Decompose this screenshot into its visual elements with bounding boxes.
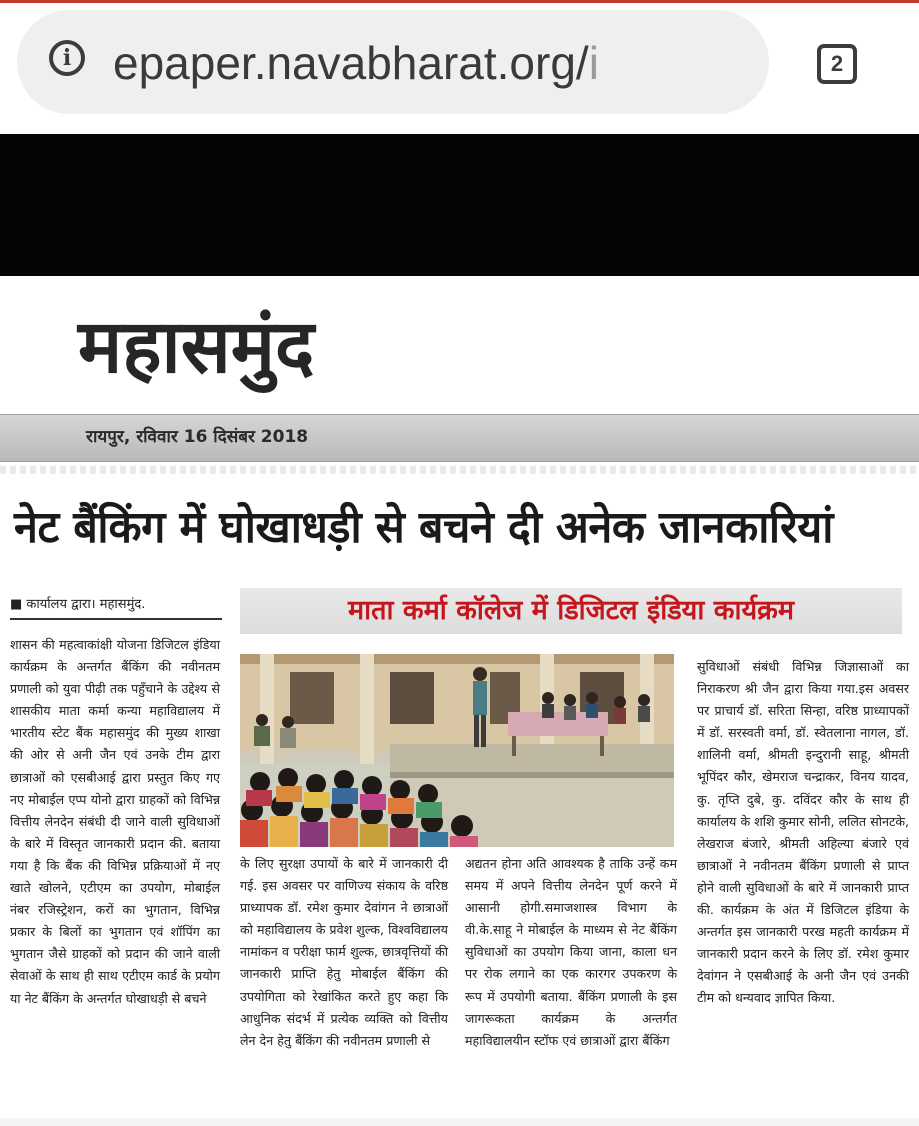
info-icon[interactable]: i [49,40,85,76]
byline-rule [10,618,222,620]
article-column-1: शासन की महत्वाकांक्षी योजना डिजिटल इंडिया कार्यक्रम के अन्तर्गत बैंकिंग की नवीनतम प्रणाली को युवा पीढ़ी तक पहुँचाने के उद्देश्य से शासकीय माता कर्मा कन्या महाविद्यालय में भारतीय स्टेट बैंक महासमुंद की मुख्य शाखा की ओर से अनी जैन एवं उनके टीम द्वारा छात्राओं को एसबीआई द्वारा प्रस्तुत किए गए नए मोबाईल एप्प योनो द्वारा ग्राहकों को विभिन्न वित्तीय लेनदेन संबंधी दी जाने वाली सुविधाओं के बारे में विस्तृत जानकारी प्रदान की. बताया गया है कि बैंक की विभिन्न प्रक्रियाओं में नए खाते खोलने, एटीएम का उपयोग, मोबाईल नंबर रजिस्ट्रेशन, करों का भुगतान, विभिन्न प्रकार के बिलों का भुगतान एवं शॉपिंग का भुगतान जैसे ग्राहकों को प्रदान की जाने वाली सेवाओं के साथ ही साथ एटीएम कार्ड के प्रयोग या नेट बैंकिंग के अन्तर्गत घोखाधड़ी से बचने [10,637,220,1006]
tab-switcher-button[interactable]: 2 [817,44,857,84]
headline: नेट बैंकिंग में घोखाधड़ी से बचने दी अनेक जानकारियां [14,502,833,553]
byline: ■ कार्यालय द्वारा। महासमुंद. [10,597,146,612]
url-text[interactable] [113,36,599,90]
top-accent-line [0,0,919,3]
black-banner [0,134,919,276]
event-photo [240,654,674,847]
article-column-2: के लिए सुरक्षा उपायों के बारे में जानकारी दी गई. इस अवसर पर वाणिज्य संकाय के वरिष्ठ प्राध्यापक डॉ. रमेश कुमार देवांगन ने छात्राओं को महाविद्यालय के प्रवेश शुल्क, विश्वविद्यालय नामांकन व परीक्षा फार्म शुल्क, छात्रवृत्तियों की जानकारी प्राप्ति हेतु मोबाईल बैंकिंग की उपयोगिता को रेखांकित करते हुए कहा कि आधुनिक संदर्भ में प्रत्येक व्यक्ति को वित्तीय लेन देन हेतु बैंकिंग की नवीनतम प्रणाली से [240,856,448,1048]
event-photo-illustration [240,654,674,847]
article-column-3: अद्यतन होना अति आवश्यक है ताकि उन्हें कम समय में अपने वित्तीय लेनदेन पूर्ण करने में आसानी होगी.समाजशास्त्र विभाग के वी.के.साहू ने मोबाईल के माध्यम से नेट बैंकिंग सुविधाओं का उपयोग किया जाना, काला धन पर रोक लगाने का एक कारगर उपकरण के रूप में उपयोगी बताया. बैंकिंग प्रणाली के इस जागरूकता कार्यक्रम के अन्तर्गत महाविद्यालयीन स्टॉफ एवं छात्राओं द्वारा बैंकिंग [465,856,677,1048]
url-host: epaper.navabharat.org/ [113,37,589,89]
masthead: महासमुंद [78,304,315,390]
dateline: रायपुर, रविवार 16 दिसंबर 2018 [86,427,309,447]
article-column-4: सुविधाओं संबंधी विभिन्न जिज्ञासाओं का निराकरण श्री जैन द्वारा किया गया.इस अवसर पर प्राचार्य डॉ. सरिता सिन्हा, वरिष्ठ प्राध्यापकों में डॉ. सरस्वती वर्मा, डॉ. स्वेतलाना नागल, डॉ. शालिनी वर्मा, श्रीमती इन्दुरानी साहू, श्रीमती भूपिंदर कौर, खेमराज चन्द्राकर, विनय यादव, कु. तृप्ति दुबे, कु. दविंदर कौर के साथ ही कार्यालय के शशि कुमार सोनी, ललित सोनटके, लेखराज बंजारे, श्रीमती अहिल्या बंजारे एवं छात्राओं ने नवीनतम बैंकिंग प्रणाली से प्राप्त होने वाली सुविधाओं के बारे में जानकारी प्राप्त की. कार्यक्रम के अंत में डिजिटल इंडिया के अन्तर्गत इस जानकारी परख महती कार्यक्रम में जानकारी प्रदान करने के लिए डॉ. रमेश कुमार देवांगन ने एसबीआई के अनी जैन एवं उनकी टीम को धन्यवाद ज्ञापित किया. [697,659,909,1006]
subhead: माता कर्मा कॉलेज में डिजिटल इंडिया कार्यक्रम [347,595,794,626]
url-path: i [588,37,599,89]
subhead-box [240,588,902,634]
cut-text-strip [0,466,919,474]
bottom-strip [0,1118,919,1126]
address-bar[interactable] [17,10,769,114]
